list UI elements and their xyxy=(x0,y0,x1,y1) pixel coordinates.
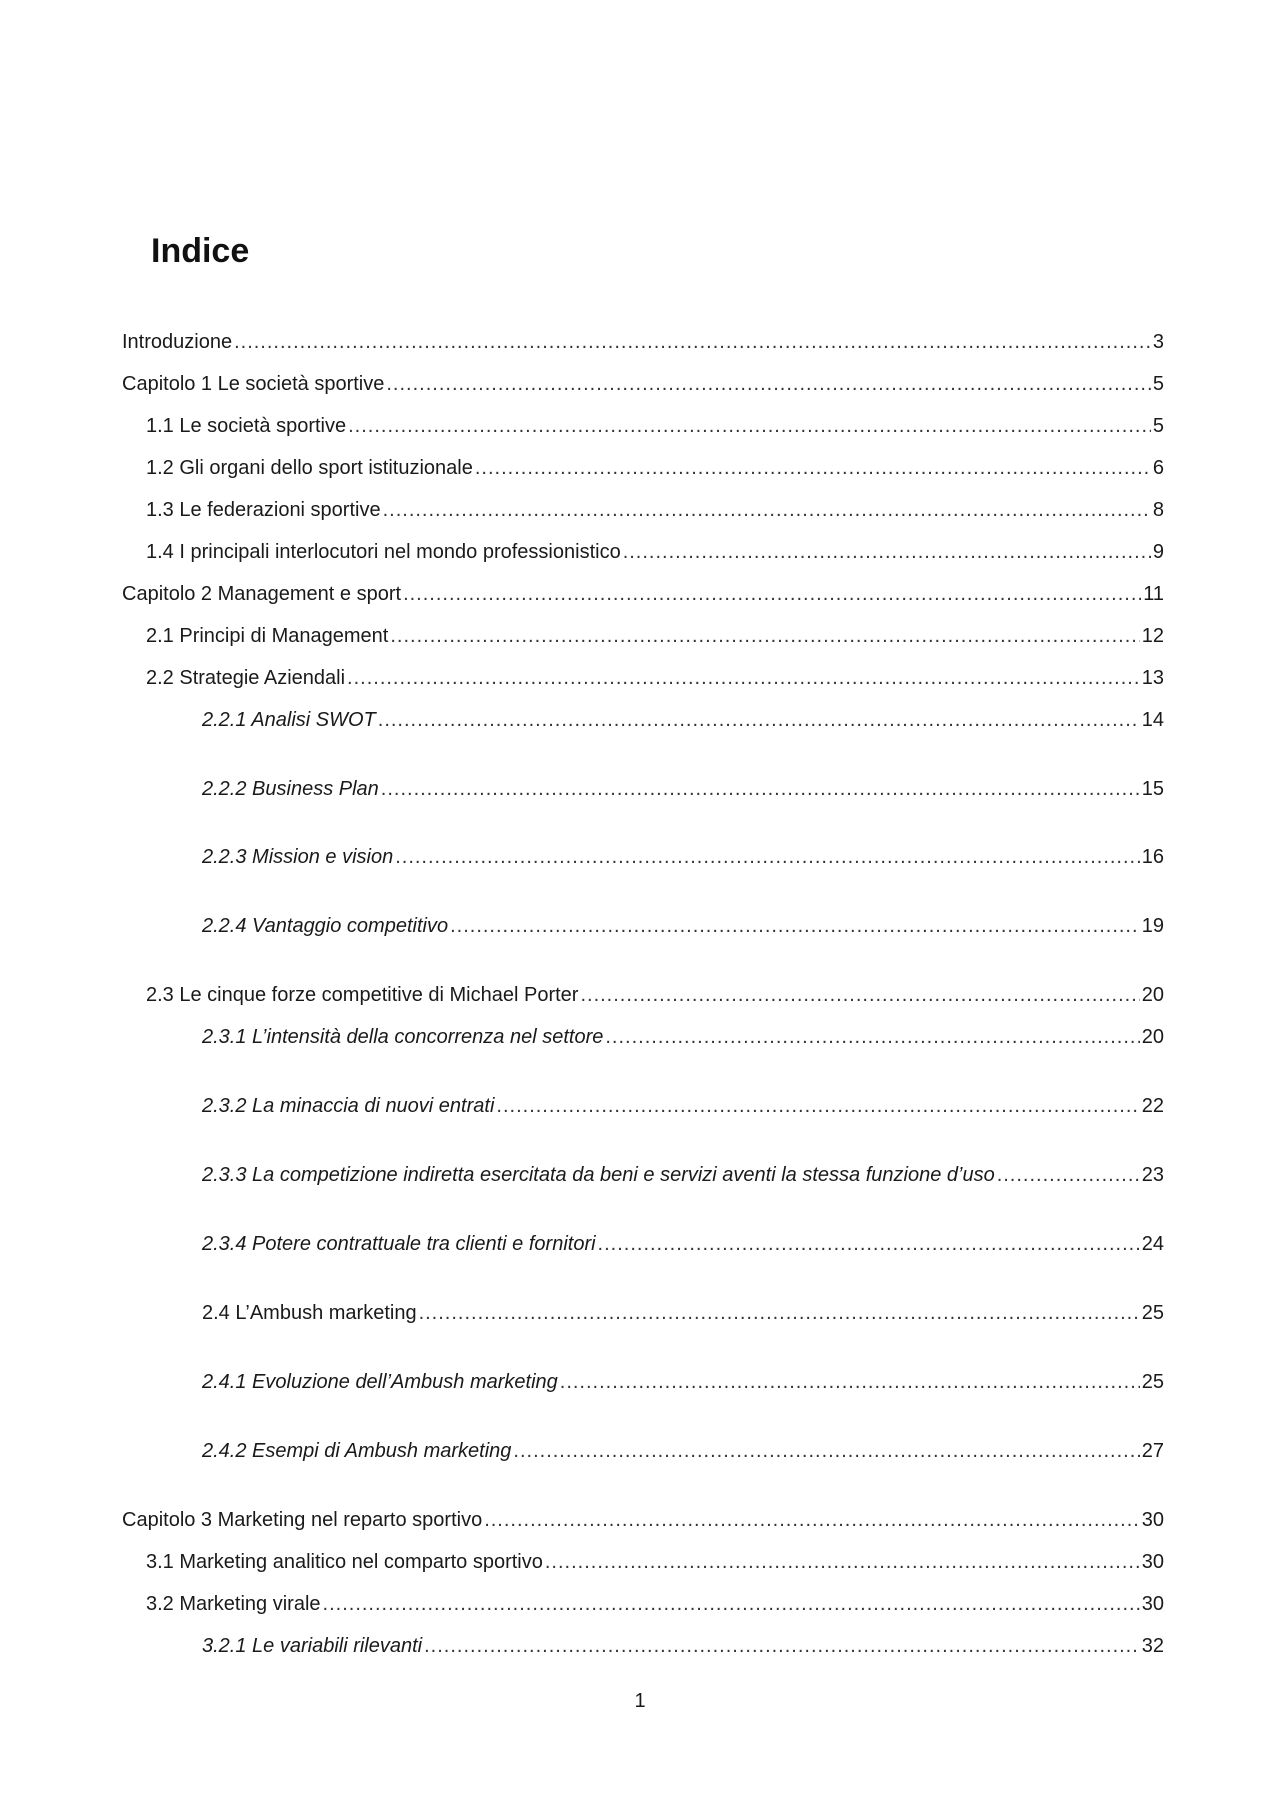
toc-entry-label: 1.1 Le società sportive xyxy=(146,415,347,437)
toc-entry-label: 1.3 Le federazioni sportive xyxy=(146,499,381,521)
toc-entry-page: 20 xyxy=(1141,984,1164,1006)
toc-entry-label: 2.3.2 La minaccia di nuovi entrati xyxy=(202,1095,495,1117)
toc-entry-label: 2.3 Le cinque forze competitive di Michael Porter xyxy=(146,984,579,1006)
toc-entry-page: 5 xyxy=(1152,415,1164,437)
toc-entry-page: 9 xyxy=(1152,541,1164,563)
toc-entry[interactable] xyxy=(202,914,1164,938)
dot-leader xyxy=(598,1232,1140,1256)
dot-leader xyxy=(403,582,1141,606)
dot-leader xyxy=(378,708,1140,732)
dot-leader xyxy=(234,330,1151,354)
toc-entry[interactable] xyxy=(146,1550,1164,1574)
dot-leader xyxy=(484,1508,1140,1532)
toc-entry-page: 8 xyxy=(1152,499,1164,521)
toc-entry[interactable] xyxy=(202,1094,1164,1118)
toc-entry-label: 2.4.1 Evoluzione dell’Ambush marketing xyxy=(202,1371,558,1393)
dot-leader xyxy=(381,777,1140,801)
toc-entry[interactable] xyxy=(146,498,1164,522)
dot-leader xyxy=(475,456,1151,480)
toc-entry-label: 2.2.1 Analisi SWOT xyxy=(202,709,376,731)
toc-entry-label: 2.4.2 Esempi di Ambush marketing xyxy=(202,1440,512,1462)
dot-leader xyxy=(545,1550,1140,1574)
dot-leader xyxy=(390,624,1139,648)
toc-entry-label: 1.4 I principali interlocutori nel mondo professionistico xyxy=(146,541,621,563)
dot-leader xyxy=(419,1301,1140,1325)
toc-entry-page: 32 xyxy=(1141,1635,1164,1657)
toc-entry[interactable] xyxy=(202,777,1164,801)
toc-entry[interactable] xyxy=(146,1592,1164,1616)
toc-entry[interactable] xyxy=(146,666,1164,690)
toc-entry-label: 2.3.1 L’intensità della concorrenza nel settore xyxy=(202,1026,604,1048)
toc-entry-label: 2.2.3 Mission e vision xyxy=(202,846,394,868)
dot-leader xyxy=(386,372,1151,396)
toc-entry-page: 5 xyxy=(1152,373,1164,395)
dot-leader xyxy=(395,845,1140,869)
toc-entry-label: Capitolo 3 Marketing nel reparto sportivo xyxy=(122,1509,483,1531)
toc-entry[interactable] xyxy=(202,1370,1164,1394)
toc-entry-label: 3.2.1 Le variabili rilevanti xyxy=(202,1635,423,1657)
toc-entry-label: 3.2 Marketing virale xyxy=(146,1593,321,1615)
dot-leader xyxy=(580,983,1139,1007)
toc-entry-label: 2.4 L’Ambush marketing xyxy=(202,1302,417,1324)
toc-entry-label: Introduzione xyxy=(122,331,233,353)
toc-entry-page: 23 xyxy=(1141,1164,1164,1186)
toc-entry[interactable] xyxy=(202,1634,1164,1658)
toc-entry[interactable] xyxy=(202,1439,1164,1463)
toc-entry-page: 11 xyxy=(1143,583,1164,605)
toc-entry-page: 27 xyxy=(1141,1440,1164,1462)
toc-entry-page: 14 xyxy=(1141,709,1164,731)
toc-entry-page: 20 xyxy=(1141,1026,1164,1048)
toc-entry-page: 19 xyxy=(1141,915,1164,937)
toc-entry[interactable] xyxy=(146,456,1164,480)
toc-entry-label: 1.2 Gli organi dello sport istituzionale xyxy=(146,457,473,479)
toc-entry[interactable] xyxy=(122,372,1164,396)
toc-entry-page: 6 xyxy=(1152,457,1164,479)
toc-entry-page: 24 xyxy=(1141,1233,1164,1255)
toc-entry-label: Capitolo 2 Management e sport xyxy=(122,583,402,605)
toc-entry[interactable] xyxy=(146,983,1164,1007)
toc-entry-page: 16 xyxy=(1141,846,1164,868)
toc-entry-page: 30 xyxy=(1141,1593,1164,1615)
toc-entry-page: 12 xyxy=(1141,625,1164,647)
toc-entry[interactable] xyxy=(202,1232,1164,1256)
dot-leader xyxy=(605,1025,1139,1049)
toc-entry[interactable] xyxy=(202,708,1164,732)
dot-leader xyxy=(348,414,1151,438)
toc-entry[interactable] xyxy=(146,414,1164,438)
toc-entry[interactable] xyxy=(202,845,1164,869)
dot-leader xyxy=(496,1094,1139,1118)
dot-leader xyxy=(424,1634,1140,1658)
toc-entry[interactable] xyxy=(122,330,1164,354)
dot-leader xyxy=(623,540,1151,564)
page-number: 1 xyxy=(634,1690,646,1712)
toc-entry[interactable] xyxy=(202,1025,1164,1049)
toc-entry-label: 2.2.2 Business Plan xyxy=(202,778,379,800)
dot-leader xyxy=(347,666,1140,690)
toc-entry-label: 2.2 Strategie Aziendali xyxy=(146,667,346,689)
dot-leader xyxy=(383,498,1151,522)
toc-entry[interactable] xyxy=(202,1163,1164,1187)
toc-entry-page: 25 xyxy=(1141,1371,1164,1393)
toc-entry-label: 2.2.4 Vantaggio competitivo xyxy=(202,915,449,937)
toc-entry-label: 2.1 Principi di Management xyxy=(146,625,389,647)
page-title: Indice xyxy=(151,232,250,270)
toc-entry-label: 2.3.4 Potere contrattuale tra clienti e fornitori xyxy=(202,1233,596,1255)
toc-entry-label: Capitolo 1 Le società sportive xyxy=(122,373,385,395)
toc-entry-page: 25 xyxy=(1141,1302,1164,1324)
dot-leader xyxy=(560,1370,1140,1394)
toc-entry[interactable] xyxy=(122,1508,1164,1532)
toc-entry-label: 3.1 Marketing analitico nel comparto sportivo xyxy=(146,1551,543,1573)
toc-entry[interactable] xyxy=(202,1301,1164,1325)
dot-leader xyxy=(997,1163,1140,1187)
toc-entry-page: 30 xyxy=(1141,1509,1164,1531)
dot-leader xyxy=(513,1439,1139,1463)
toc-entry-page: 30 xyxy=(1141,1551,1164,1573)
dot-leader xyxy=(450,914,1140,938)
toc-entry-page: 13 xyxy=(1141,667,1164,689)
toc-entry-page: 22 xyxy=(1141,1095,1164,1117)
toc-entry-label: 2.3.3 La competizione indiretta esercitata da beni e servizi aventi la stessa funzione d’uso xyxy=(202,1164,995,1186)
toc-entry[interactable] xyxy=(122,582,1164,606)
toc-entry-page: 15 xyxy=(1141,778,1164,800)
dot-leader xyxy=(323,1592,1140,1616)
toc-entry[interactable] xyxy=(146,540,1164,564)
toc-entry[interactable] xyxy=(146,624,1164,648)
toc-entry-page: 3 xyxy=(1152,331,1164,353)
